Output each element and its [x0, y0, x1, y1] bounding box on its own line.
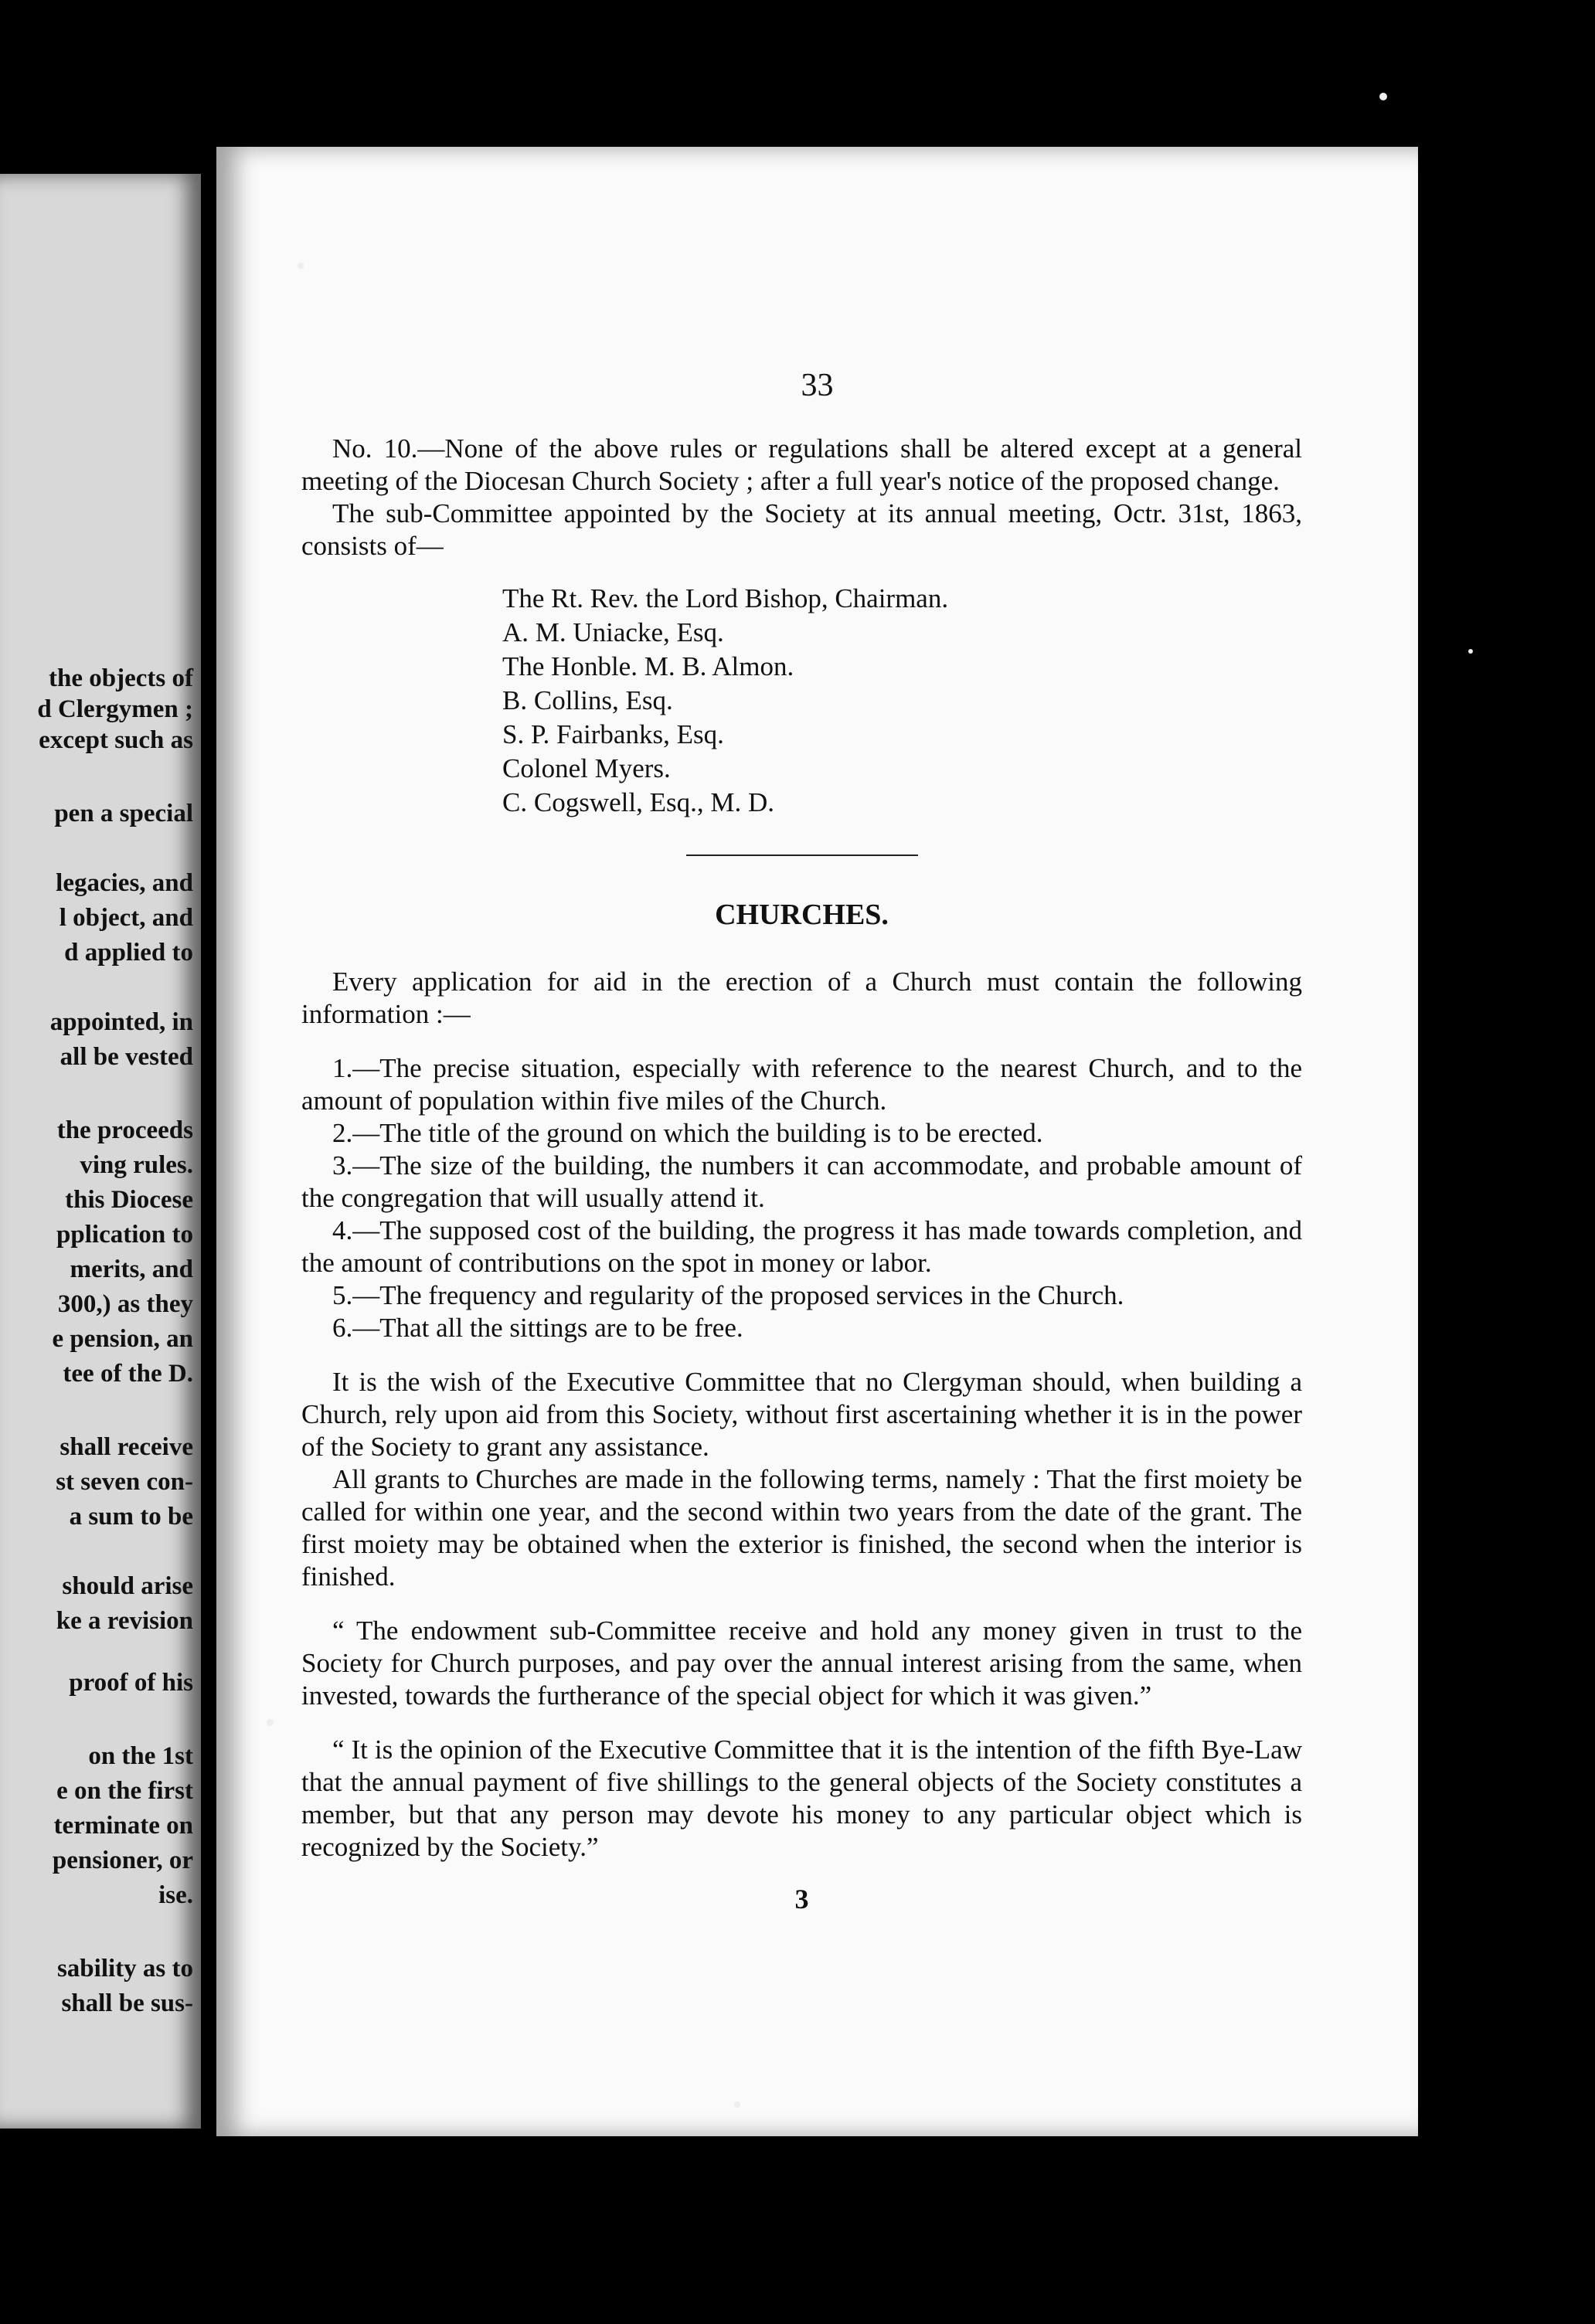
opinion-quote: “ It is the opinion of the Executive Committee that it is the intention of the fifth Bye-Law that the annual payment of five shillings to the general objects of the Society constitutes a member, but that any person may devote his money to any particular object which is recognized by the Society.”	[301, 1735, 1302, 1862]
left-page-line: d applied to	[64, 939, 193, 967]
section-heading: CHURCHES.	[715, 899, 889, 931]
signature-mark: 3	[794, 1884, 809, 1915]
requirement-item: 2.—The title of the ground on which the building is to be erected.	[332, 1118, 1043, 1148]
member-item: A. M. Uniacke, Esq.	[502, 617, 724, 647]
left-page-line: the objects of	[49, 664, 193, 692]
section-divider	[686, 855, 918, 856]
left-page-line: e on the first	[56, 1777, 193, 1805]
left-page-line: 300,) as they	[57, 1290, 193, 1318]
left-page-line: st seven con-	[56, 1468, 193, 1496]
left-page-line: e pension, an	[52, 1325, 193, 1353]
left-page-line: this Diocese	[65, 1186, 193, 1214]
member-item: C. Cogswell, Esq., M. D.	[502, 787, 774, 817]
left-page-line: shall receive	[60, 1433, 193, 1461]
left-page-line: tee of the D.	[63, 1360, 193, 1388]
left-page-line: shall be sus-	[61, 1989, 193, 2017]
left-page-line: terminate on	[53, 1812, 193, 1840]
left-page-line: proof of his	[69, 1669, 193, 1697]
left-page-line: the proceeds	[56, 1116, 193, 1144]
wish-paragraph: It is the wish of the Executive Committee that no Clergyman should, when building a Church, rely upon aid from this Society, without first ascertaining whether it is in the power of the Society to grant any assistance.	[301, 1367, 1302, 1462]
member-item: The Honble. M. B. Almon.	[502, 651, 794, 681]
requirement-item: 4.—The supposed cost of the building, the progress it has made towards completion, and the amount of contributions on the spot in money or labor.	[301, 1215, 1302, 1278]
document-page	[216, 147, 1418, 2136]
left-page-line: all be vested	[60, 1043, 193, 1071]
dust-speck	[734, 2101, 740, 2108]
page-number: 33	[801, 368, 834, 403]
left-page-line: pplication to	[56, 1221, 193, 1249]
rule-10-paragraph: No. 10.—None of the above rules or regulations shall be altered except at a general meeting of the Diocesan Church Society ; after a full year's notice of the proposed change.	[301, 433, 1302, 496]
requirement-item: 5.—The frequency and regularity of the proposed services in the Church.	[332, 1280, 1124, 1310]
grants-paragraph: All grants to Churches are made in the following terms, namely : That the first moiety be called for within one year, and the second within two years from the date of the grant. The first moiety may be obtained when the exterior is finished, the second when the interior is finished.	[301, 1464, 1302, 1592]
left-page-line: appointed, in	[49, 1008, 193, 1036]
adjacent-left-page	[0, 174, 201, 2129]
member-item: S. P. Fairbanks, Esq.	[502, 719, 724, 749]
left-page-line: sability as to	[56, 1955, 193, 1983]
dust-speck	[267, 1719, 274, 1726]
left-page-line: l object, and	[59, 904, 193, 932]
left-page-line: legacies, and	[56, 869, 193, 897]
left-page-line: should arise	[62, 1572, 193, 1600]
member-item: Colonel Myers.	[502, 753, 671, 783]
subcommittee-intro: The sub-Committee appointed by the Society at its annual meeting, Octr. 31st, 1863, consists of—	[301, 498, 1302, 561]
dust-speck	[1468, 649, 1473, 654]
left-page-line: on the 1st	[88, 1742, 193, 1770]
left-page-line: pensioner, or	[52, 1847, 193, 1874]
member-item: The Rt. Rev. the Lord Bishop, Chairman.	[502, 583, 949, 613]
requirement-item: 3.—The size of the building, the numbers it can accommodate, and probable amount of the congregation that will usually attend it.	[301, 1150, 1302, 1213]
requirement-item: 1.—The precise situation, especially with reference to the nearest Church, and to the amount of population within five miles of the Church.	[301, 1053, 1302, 1116]
left-page-line: d Clergymen ;	[37, 695, 193, 723]
endowment-quote: “ The endowment sub-Committee receive and hold any money given in trust to the Society for Church purposes, and pay over the annual interest arising from the same, when invested, towards the furtherance of the special object for which it was given.”	[301, 1616, 1302, 1711]
left-page-line: except such as	[39, 726, 193, 754]
page-body	[301, 433, 1302, 1915]
subcommittee-member-list	[502, 582, 1302, 820]
requirement-item: 6.—That all the sittings are to be free.	[332, 1313, 743, 1343]
application-intro: Every application for aid in the erection of a Church must contain the following information :—	[301, 967, 1302, 1029]
dust-speck	[298, 263, 304, 269]
requirements-list	[301, 1052, 1302, 1344]
left-page-line: ke a revision	[56, 1607, 193, 1635]
left-page-line: merits, and	[70, 1255, 193, 1283]
left-page-line: pen a special	[54, 800, 193, 827]
dust-speck	[1379, 93, 1387, 100]
member-item: B. Collins, Esq.	[502, 685, 673, 715]
left-page-line: a sum to be	[69, 1503, 193, 1531]
left-page-line: ise.	[158, 1881, 193, 1909]
left-page-line: ving rules.	[80, 1151, 193, 1179]
